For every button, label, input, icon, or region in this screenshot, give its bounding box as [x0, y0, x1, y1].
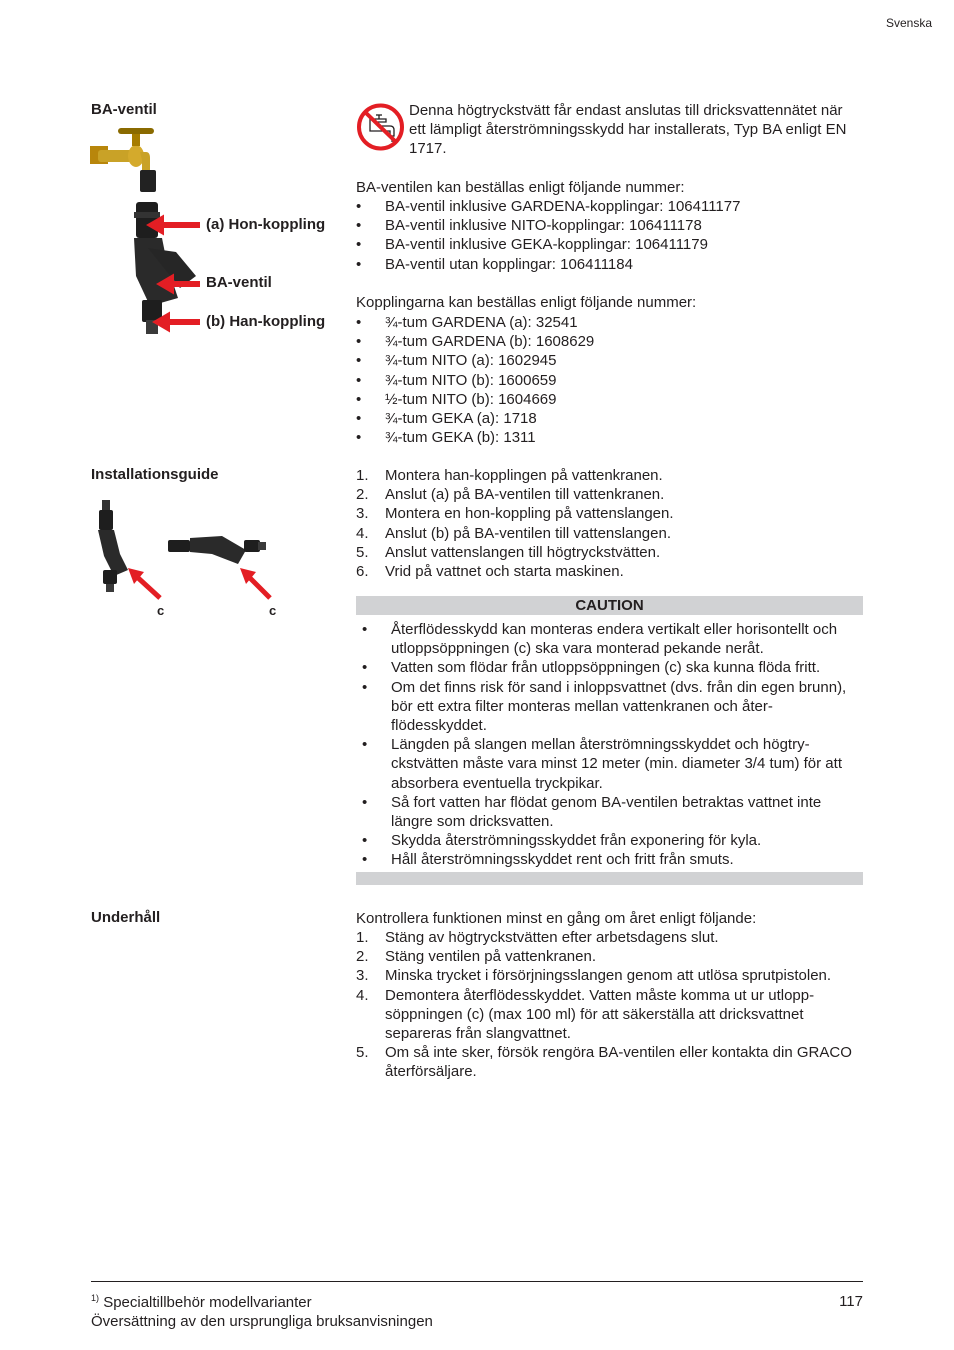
label-female-coupling: (a) Hon-koppling: [206, 216, 326, 233]
section-title-ba-ventil: BA-ventil: [91, 101, 157, 118]
section-title-installation: Installationsguide: [91, 466, 219, 483]
label-ba-valve: BA-ventil: [206, 274, 272, 291]
list-item: • BA-ventil inklusive GARDENA-kopplingar: 106411177: [356, 198, 741, 215]
list-item: • BA-ventil inklusive NITO-kopplingar: 106411178: [356, 217, 702, 235]
list-item: • BA-ventil utan kopplingar: 106411184: [356, 255, 633, 273]
list-item: 1. Stäng av högtryckstvätten efter arbetsdagens slut.: [356, 929, 719, 946]
footnote-mark: 1): [91, 1293, 100, 1303]
no-drinking-water-connection-icon: [356, 102, 405, 152]
order-intro: BA-ventilen kan beställas enligt följande nummer:: [356, 179, 685, 196]
footnote-text: Specialtillbehör modellvarianter: [103, 1294, 312, 1311]
list-item: 6. Vrid på vattnet och starta maskinen.: [356, 563, 624, 581]
list-item: • Längden på slangen mellan återströmningsskyddet och högtry-ckstvätten måste vara minst 12 meter (min. diameter 3/4 tum) för att absorbera eventuella tryckpikar.: [362, 736, 842, 792]
maintenance-intro: Kontrollera funktionen minst en gång om året enligt följande:: [356, 910, 757, 927]
list-item: 5. Om så inte sker, försök rengöra BA-ventilen eller kontakta din GRACO återförsäljare.: [356, 1044, 852, 1081]
caution-footer-bar: [356, 872, 863, 885]
installation-illustration: [92, 498, 292, 602]
outlet-label-c-vertical: c: [157, 603, 165, 618]
page-number: 117: [839, 1293, 863, 1310]
outlet-label-c-horizontal: c: [269, 603, 277, 618]
list-item: • ¾-tum GEKA (a): 1718: [356, 410, 537, 428]
document-subtitle: Översättning av den ursprungliga bruksanvisningen: [91, 1313, 433, 1330]
coupling-intro: Kopplingarna kan beställas enligt följande nummer:: [356, 294, 697, 311]
coupling-list: [356, 313, 866, 447]
caution-heading: CAUTION: [356, 596, 863, 615]
list-item: 3. Montera en hon-koppling på vattenslangen.: [356, 505, 674, 523]
maintenance-steps: [356, 928, 866, 1082]
list-item: • ¾-tum NITO (b): 1600659: [356, 371, 557, 389]
installation-steps: [356, 466, 866, 581]
list-item: 2. Anslut (a) på BA-ventilen till vattenkranen.: [356, 486, 665, 504]
list-item: • Skydda återströmningsskyddet från exponering för kyla.: [362, 832, 762, 850]
list-item: • ½-tum NITO (b): 1604669: [356, 390, 557, 408]
language-label: Svenska: [885, 16, 932, 30]
footnote: [91, 1293, 312, 1311]
list-item: • ¾-tum GARDENA (b): 1608629: [356, 333, 595, 351]
list-item: • ¾-tum NITO (a): 1602945: [356, 352, 557, 370]
list-item: 3. Minska trycket i försörjningsslangen genom att utlösa sprutpistolen.: [356, 967, 832, 985]
footer-rule: [91, 1281, 863, 1282]
section-title-maintenance: Underhåll: [91, 909, 161, 926]
list-item: 4. Demontera återflödesskyddet. Vatten måste komma ut ur utlopp-söppningen (c) (max 100 ml) för att säkerställa att dricksvattnet separeras från slangvattnet.: [356, 986, 815, 1043]
list-item: • Håll återströmningsskyddet rent och fritt från smuts.: [362, 851, 734, 869]
list-item: • ¾-tum GARDENA (a): 32541: [356, 314, 578, 331]
list-item: 2. Stäng ventilen på vattenkranen.: [356, 948, 596, 966]
label-male-coupling: (b) Han-koppling: [206, 313, 326, 330]
list-item: • BA-ventil inklusive GEKA-kopplingar: 106411179: [356, 236, 708, 254]
caution-list: [362, 620, 856, 870]
drinking-water-notice: Denna högtryckstvätt får endast anslutas till dricksvattennätet när ett lämpligt återströmningsskydd har installerats, Typ BA enligt EN 1717.: [409, 102, 847, 158]
list-item: 1. Montera han-kopplingen på vattenkranen.: [356, 467, 663, 484]
list-item: • Vatten som flödar från utloppsöppningen (c) ska kunna flöda fritt.: [362, 659, 821, 677]
list-item: 4. Anslut (b) på BA-ventilen till vattenslangen.: [356, 524, 671, 542]
list-item: • Återflödesskydd kan monteras endera vertikalt eller horisontellt och utloppsöppningen (c) ska vara monterad pekande neråt.: [362, 621, 838, 658]
list-item: • ¾-tum GEKA (b): 1311: [356, 429, 536, 447]
list-item: 5. Anslut vattenslangen till högtryckstvätten.: [356, 543, 661, 561]
order-list: [356, 197, 866, 274]
list-item: • Så fort vatten har flödat genom BA-ventilen betraktas vattnet inte längre som dricksvatten.: [362, 793, 822, 831]
list-item: • Om det finns risk för sand i inloppsvattnet (dvs. från din egen brunn), bör ett extra filter monteras mellan vattenkranen och åter-flödesskyddet.: [362, 678, 847, 735]
